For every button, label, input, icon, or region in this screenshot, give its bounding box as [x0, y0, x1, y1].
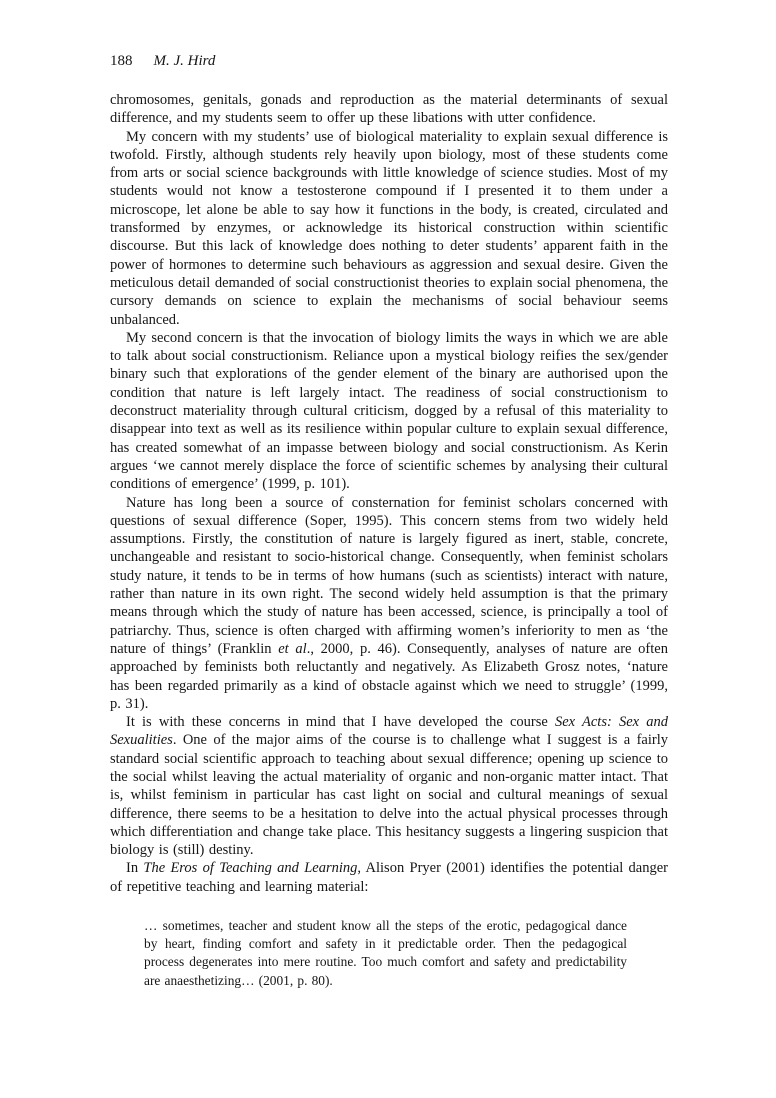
- paragraph-6: [110, 859, 668, 896]
- text-run: , Alison Pryer (2001) identifies the potential danger of repetitive teaching and learning material:: [110, 860, 668, 895]
- text-run: chromosomes, genitals, gonads and reproduction as the material determinants of sexual difference, and my students seem to offer up these libations with utter confidence.: [110, 92, 668, 127]
- paragraph-5: [110, 713, 668, 859]
- text-run: In: [126, 860, 144, 877]
- block-quote: [144, 917, 627, 990]
- text-run: . One of the major aims of the course is to challenge what I suggest is a fairly standard social scientific approach to teaching about sexual difference; opening up science to the social whilst leaving the actual materiality of organic and non-organic matter intact. That is, whilst feminism in particular has cast light on social and cultural meanings of sexual difference, there seems to be a hesitation to delve into the actual physical processes through which differentiation and change take place. This hesitancy suggests a lingering suspicion that biology is (still) destiny.: [110, 732, 668, 859]
- text-run: Nature has long been a source of consternation for feminist scholars concerned with questions of sexual difference (Soper, 1995). This concern stems from two widely held assumptions. Firstly, the constitution of nature is largely figured as inert, stable, concrete, unchangeable and resistant to socio-historical change. Consequently, when feminist scholars study nature, it tends to be in terms of how humans (such as scientists) interact with nature, rather than nature in its own right. The second widely held assumption is that the primary means through which the study of nature has been accessed, science, is principally a tool of patriarchy. Thus, science is often charged with affirming women’s inferiority to men as ‘the nature of things’ (Franklin: [110, 494, 668, 657]
- paragraph-3: [110, 329, 668, 494]
- italic-text-run: The Eros of Teaching and Learning: [143, 860, 358, 877]
- page-header: [110, 52, 668, 70]
- page-number: 188: [110, 53, 133, 69]
- text-run: ., 2000, p. 46). Consequently, analyses of nature are often approached by feminists both reluctantly and negatively. As Elizabeth Grosz notes, ‘nature has been regarded primarily as a kind of obstacle against which we need to struggle’ (1999, p. 31).: [110, 640, 668, 712]
- page-content: [110, 52, 668, 990]
- paragraph-4: [110, 494, 668, 714]
- text-run: It is with these concerns in mind that I have developed the course: [126, 714, 555, 731]
- running-head-author: M. J. Hird: [153, 53, 216, 69]
- text-run: … sometimes, teacher and student know all the steps of the erotic, pedagogical dance by heart, finding comfort and safety in it predictable order. Then the pedagogical process degenerates into mere routine. Too much comfort and safety and predictability are anaesthetizing… (2001, p. 80).: [144, 918, 627, 988]
- text-run: My concern with my students’ use of biological materiality to explain sexual difference is twofold. Firstly, although students rely heavily upon biology, most of these students come from arts or social science backgrounds with little knowledge of science studies. Most of my students would not know a testosterone compound if I presented it to them under a microscope, let alone be able to say how it functions in the body, is created, circulated and transformed by enzymes, or acknowledge its historical construction within scientific discourse. But this lack of knowledge does nothing to deter students’ apparent faith in the power of hormones to determine such behaviours as aggression and sexual desire. Given the meticulous detail demanded of social constructionist theories to explain social phenomena, the cursory demands on science to explain the mechanisms of social behaviour seems unbalanced.: [110, 128, 668, 328]
- italic-text-run: et al: [278, 640, 307, 657]
- text-run: My second concern is that the invocation of biology limits the ways in which we are able to talk about social constructionism. Reliance upon a mystical biology reifies the sex/gender binary such that explorations of the gender element of the binary are authorised upon the condition that nature is left largely intact. The readiness of social constructionism to deconstruct materiality through cultural criticism, dogged by a refusal of this materiality to disappear into text as well as its resilience within popular culture to explain sexual difference, has created somewhat of an impasse between biology and social constructionism. As Kerin argues ‘we cannot merely displace the force of scientific schemes by analysing their cultural conditions of emergence’ (1999, p. 101).: [110, 329, 668, 493]
- article-body: [110, 91, 668, 990]
- paragraph-1: [110, 91, 668, 128]
- italic-text-run: Sex Acts: Sex and Sexualities: [110, 714, 668, 749]
- paragraph-2: [110, 128, 668, 329]
